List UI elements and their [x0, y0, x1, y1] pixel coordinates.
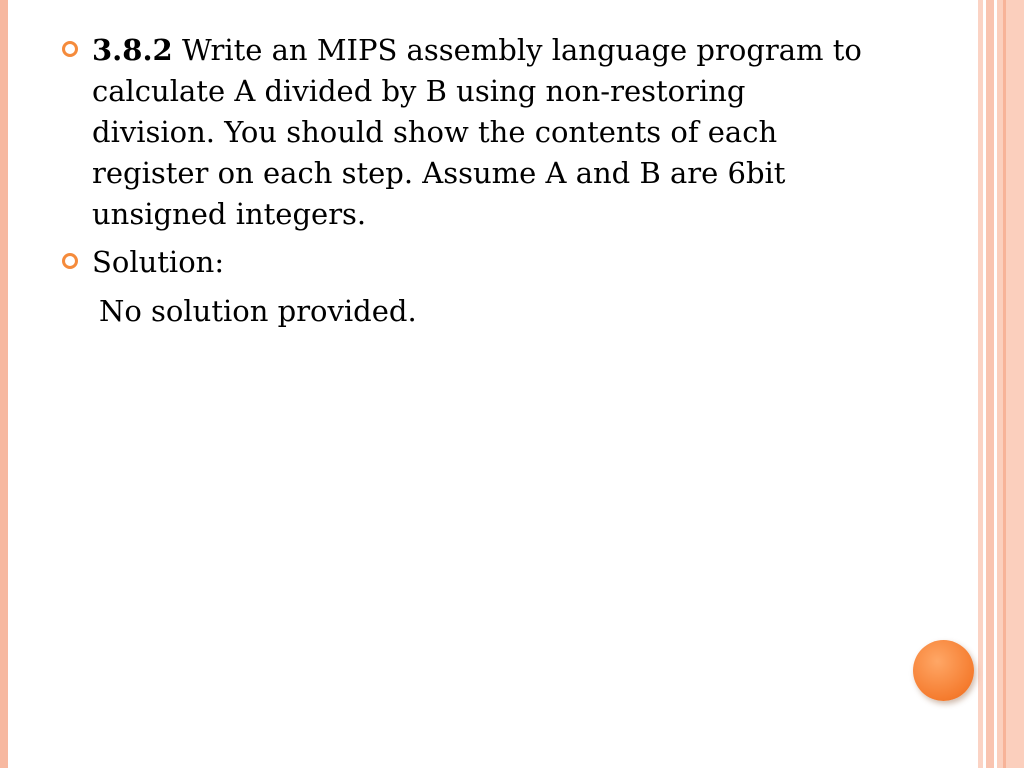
solution-label: Solution: — [92, 245, 225, 279]
bullet-item-problem — [62, 30, 862, 235]
slide-content — [62, 30, 862, 332]
right-border-stripe — [997, 0, 1024, 768]
right-border-stripe — [1003, 0, 1006, 768]
left-border-rule — [0, 0, 8, 768]
solution-note: No solution provided. — [99, 294, 417, 328]
ring-bullet-icon — [62, 41, 78, 57]
problem-text: Write an MIPS assembly language program to calculate A divided by B using non-restoring division. You should show the contents of each register on each step. Assume A and B are 6bit unsigned integers. — [92, 33, 862, 231]
right-border-stripe — [986, 0, 994, 768]
bullet-item-solution — [62, 242, 862, 283]
problem-number: 3.8.2 — [92, 33, 173, 67]
decorative-orb-icon — [913, 640, 974, 701]
ring-bullet-icon — [62, 253, 78, 269]
